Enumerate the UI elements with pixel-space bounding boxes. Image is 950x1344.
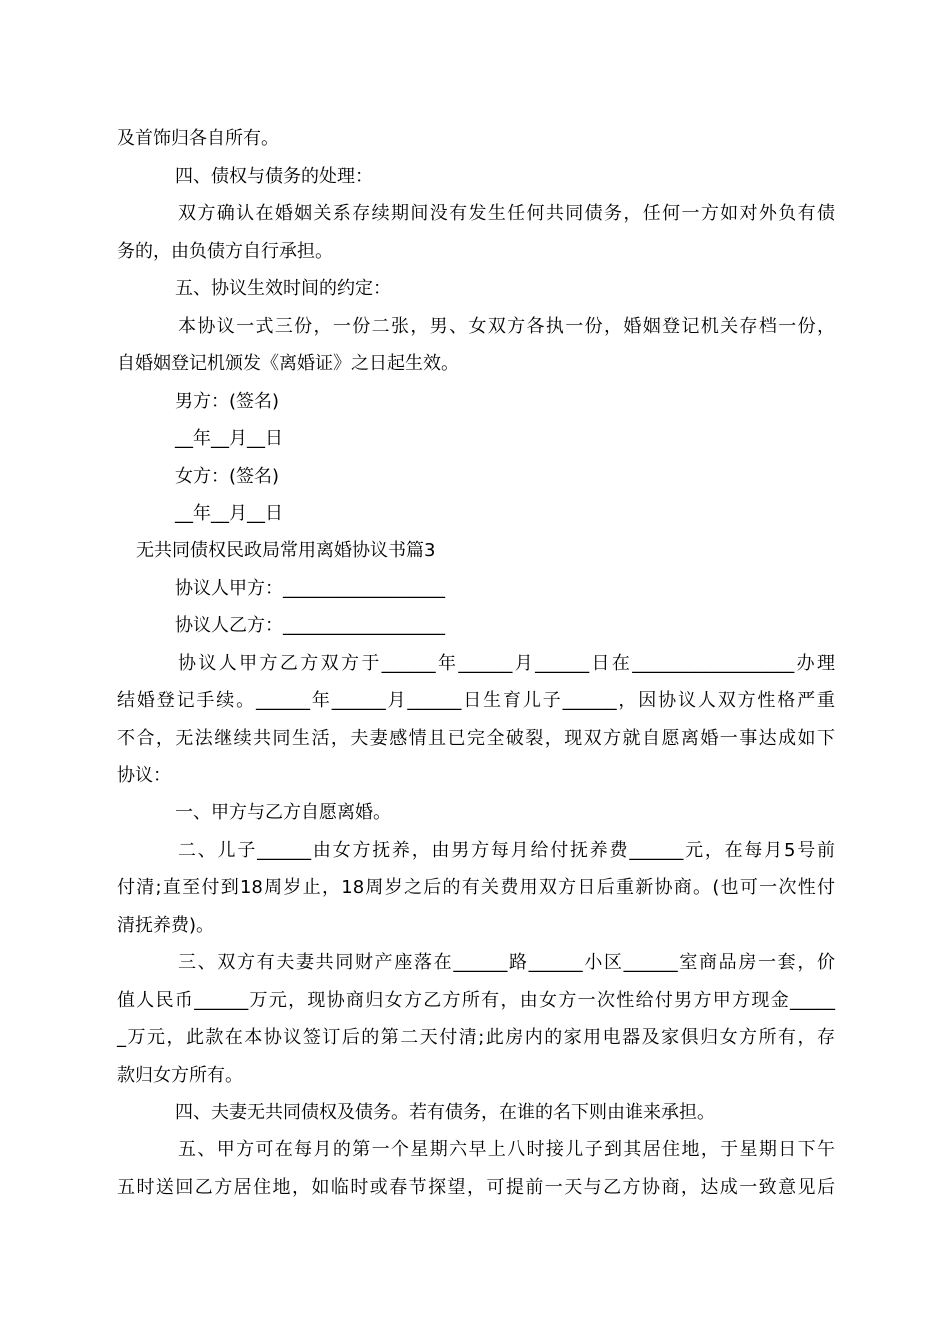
paragraph-line: 协议： (117, 765, 171, 786)
party-b-line: 协议人乙方：__________________ (175, 615, 445, 636)
paragraph-line: 结婚登记手续。______年______月______日生育儿子______，因协议人双方性格严重 (117, 690, 835, 711)
signature-line-female: 女方：(签名) (175, 466, 280, 487)
paragraph-line: 自婚姻登记机颁发《离婚证》之日起生效。 (117, 353, 459, 374)
signature-line-male: 男方：(签名) (175, 391, 280, 412)
paragraph-line: 五时送回乙方居住地，如临时或春节探望，可提前一天与乙方协商，达成一致意见后 (117, 1177, 835, 1198)
document-title: 无共同债权民政局常用离婚协议书篇3 (136, 540, 436, 561)
paragraph-line: 本协议一式三份，一份二张，男、女双方各执一份，婚姻登记机关存档一份， (178, 316, 835, 337)
paragraph-line: 款归女方所有。 (117, 1065, 243, 1086)
clause-line: 四、夫妻无共同债权及债务。若有债务，在谁的名下则由谁来承担。 (175, 1102, 715, 1123)
clause-line: 三、双方有夫妻共同财产座落在______路______小区______室商品房一套，价 (178, 952, 835, 973)
paragraph-line: 协议人甲方乙方双方于______年______月______日在__________________办理 (178, 653, 835, 674)
paragraph-line: 及首饰归各自所有。 (117, 128, 279, 149)
party-a-line: 协议人甲方：__________________ (175, 578, 445, 599)
section-heading: 五、协议生效时间的约定： (175, 278, 391, 299)
paragraph-line: 付清;直至付到18周岁止，18周岁之后的有关费用双方日后重新协商。(也可一次性付 (117, 877, 835, 898)
paragraph-line: 值人民币______万元，现协商归女方乙方所有，由女方一次性给付男方甲方现金_____ (117, 990, 835, 1011)
paragraph-line: 务的，由负债方自行承担。 (117, 241, 333, 262)
clause-line: 一、甲方与乙方自愿离婚。 (175, 802, 391, 823)
paragraph-line: 双方确认在婚姻关系存续期间没有发生任何共同债务，任何一方如对外负有债 (178, 203, 835, 224)
paragraph-line: 不合，无法继续共同生活，夫妻感情且已完全破裂，现双方就自愿离婚一事达成如下 (117, 728, 835, 749)
date-line: __年__月__日 (175, 503, 283, 524)
clause-line: 二、儿子______由女方抚养，由男方每月给付抚养费______元，在每月5号前 (178, 840, 835, 861)
clause-line: 五、甲方可在每月的第一个星期六早上八时接儿子到其居住地，于星期日下午 (178, 1139, 835, 1160)
paragraph-line: _万元，此款在本协议签订后的第二天付清;此房内的家用电器及家俱归女方所有，存 (117, 1027, 835, 1048)
date-line: __年__月__日 (175, 428, 283, 449)
paragraph-line: 清抚养费)。 (117, 915, 215, 936)
section-heading: 四、债权与债务的处理： (175, 166, 373, 187)
